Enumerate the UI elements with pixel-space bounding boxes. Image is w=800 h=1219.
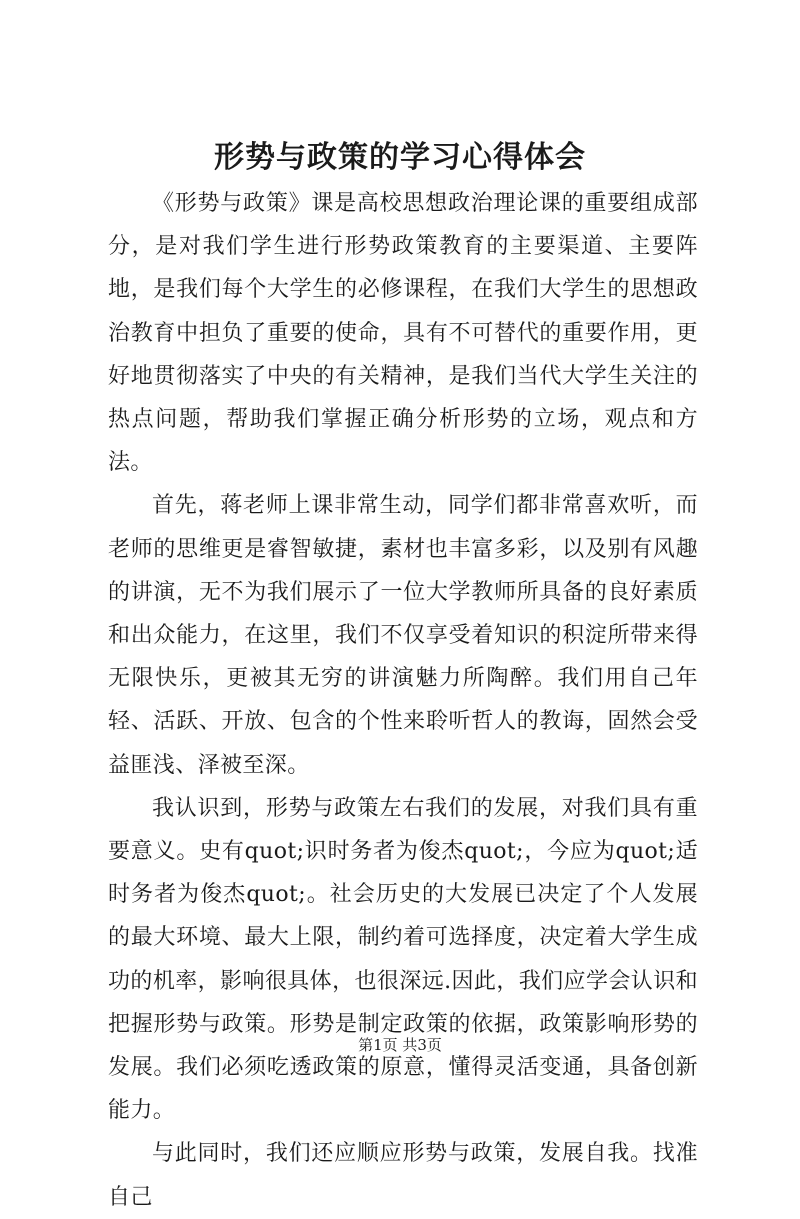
- paragraph: 《形势与政策》课是高校思想政治理论课的重要组成部分，是对我们学生进行形势政策教育的主要渠道、主要阵地，是我们每个大学生的必修课程，在我们大学生的思想政治教育中担负了重要的使命，具有不可替代的重要作用，更好地贯彻落实了中央的有关精神，是我们当代大学生关注的热点问题，帮助我们掌握正确分析形势的立场，观点和方法。: [108, 191, 698, 476]
- paragraph: 首先，蒋老师上课非常生动，同学们都非常喜欢听，而老师的思维更是睿智敏捷，素材也丰富多彩，以及别有风趣的讲演，无不为我们展示了一位大学教师所具备的良好素质和出众能力，在这里，我们不仅享受着知识的积淀所带来得无限快乐，更被其无穷的讲演魅力所陶醉。我们用自己年轻、活跃、开放、包含的个性来聆听哲人的教诲，固然会受益匪浅、泽被至深。: [108, 493, 698, 778]
- paragraph: 与此同时，我们还应顺应形势与政策，发展自我。找准自己: [108, 1141, 698, 1210]
- document-body: [108, 182, 698, 1219]
- paragraph: 我认识到，形势与政策左右我们的发展，对我们具有重要意义。史有quot;识时务者为俊杰quot;，今应为quot;适时务者为俊杰quot;。社会历史的大发展已决定了个人发展的最大环境、最大上限，制约着可选择度，决定着大学生成功的机率，影响很具体，也很深远.因此，我们应学会认识和把握形势与政策。形势是制定政策的依据，政策影响形势的发展。我们必须吃透政策的原意，懂得灵活变通，具备创新能力。: [108, 795, 698, 1124]
- page-number-footer: 第1页 共3页: [358, 1036, 442, 1054]
- document-title: 形势与政策的学习心得体会: [214, 140, 586, 175]
